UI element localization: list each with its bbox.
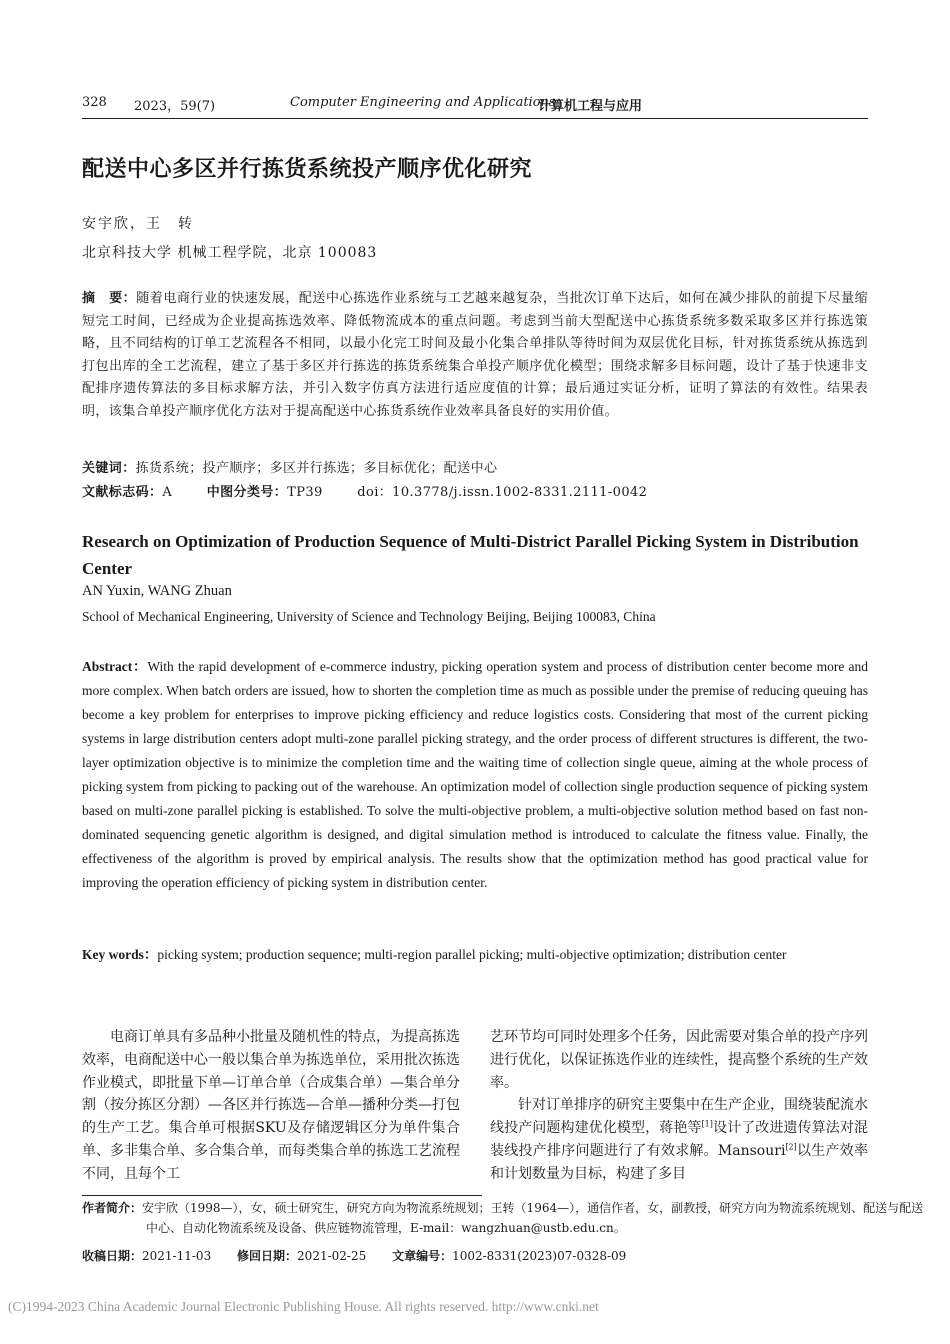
journal-volume: 2023，59(7) bbox=[134, 99, 216, 114]
header-divider bbox=[82, 118, 868, 119]
related-work-paragraph bbox=[490, 1094, 868, 1185]
classification-line bbox=[82, 482, 868, 505]
intro-paragraph-continued: 艺环节均可同时处理多个任务，因此需要对集合单的投产序列进行优化，以保证拣选作业的连续性，提高整个系统的生产效率。 bbox=[490, 1029, 868, 1091]
keywords-cn-label: 关键词： bbox=[82, 461, 136, 476]
article-number: 1002-8331(2023)07-0328-09 bbox=[452, 1249, 627, 1263]
running-header bbox=[82, 95, 872, 117]
page-number: 328 bbox=[82, 95, 107, 110]
copyright-watermark: (C)1994-2023 China Academic Journal Electronic Publishing House. All rights reserved. http://www.cnki.net bbox=[8, 1299, 599, 1314]
citation-ref-2[interactable]: [2] bbox=[785, 1142, 797, 1152]
affiliation-cn: 北京科技大学 机械工程学院，北京 100083 bbox=[82, 245, 378, 261]
abstract-en bbox=[82, 655, 868, 895]
paper-title-en: Research on Optimization of Production Sequence of Multi-District Parallel Picking System in Distribution Center bbox=[82, 532, 859, 578]
footnote-label: 作者简介： bbox=[82, 1201, 143, 1215]
related-work-text-c: 以生产效率和计划数量为目标，构建了多目 bbox=[490, 1142, 869, 1182]
body-column-left bbox=[82, 1026, 460, 1186]
keywords-en-text: picking system; production sequence; multi-region parallel picking; multi-objective optimization; distribution center bbox=[157, 947, 787, 962]
article-number-label: 文章编号： bbox=[392, 1249, 453, 1263]
related-work-text-b: 设计了改进遗传算法对混装线投产排序问题进行了有效求解。Mansouri bbox=[490, 1120, 869, 1159]
journal-name-cn: 计算机工程与应用 bbox=[538, 99, 643, 114]
clc-value: TP39 bbox=[287, 485, 323, 500]
intro-paragraph: 电商订单具有多品种小批量及随机性的特点，为提高拣选效率，电商配送中心一般以集合单为拣选单位，采用批次拣选作业模式，即批量下单—订单合单（合成集合单）—集合单分割（按分拣区分割）—各区并行拣选—合单—播种分类—打包的生产工艺。集合单可根据SKU及存储逻辑区分为单件集合单、多非集合单、多合集合单，而每类集合单的拣选工艺流程不同，且每个工 bbox=[82, 1029, 460, 1182]
footnote-divider bbox=[82, 1195, 482, 1196]
keywords-en-label: Key words： bbox=[82, 947, 158, 962]
keywords-en bbox=[82, 943, 868, 967]
doi-label: doi： bbox=[357, 485, 393, 500]
abstract-en-text: With the rapid development of e-commerce industry, picking operation system and process of distribution center become more and more complex. When batch orders are issued, how to shorten the completion time as much as possible under the premise of reducing queuing has become a key problem for enterprises to improve picking efficiency and reduce logistics costs. Considering that most of the current picking systems in large distribution centers adopt multi-zone parallel picking strategy, and the order process of different structures is different, the two-layer optimization objective is to minimize the completion time and the waiting time of collection single queue, aiming at the whole process of picking system from picking to packing out of the warehouse. An optimization model of collection single production sequence of picking system based on multi-zone parallel picking is established. To solve the multi-objective problem, a multi-objective solution method based on fast non-dominated sequencing genetic algorithm is designed, and digital simulation method is introduced to calculate the fitness value. Finally, the effectiveness of the algorithm is proved by empirical analysis. The results show that the optimization method has good practical value for improving the operation efficiency of picking system in distribution center. bbox=[82, 659, 868, 890]
abstract-cn bbox=[82, 288, 868, 424]
body-column-right bbox=[490, 1026, 868, 1186]
footnote-text: 安宇欣（1998—），女，硕士研究生，研究方向为物流系统规划；王转（1964—），通信作者，女，副教授，研究方向为物流系统规划、配送与配送中心、自动化物流系统及设备、供应链物流管理，E-mail：wangzhuan@ustb.edu.cn。 bbox=[142, 1201, 924, 1235]
abstract-cn-text: 随着电商行业的快速发展，配送中心拣选作业系统与工艺越来越复杂，当批次订单下达后，如何在减少排队的前提下尽量缩短完工时间，已经成为企业提高拣选效率、降低物流成本的重点问题。考虑到当前大型配送中心拣货系统多数采取多区并行拣选策略，且不同结构的订单工艺流程各不相同，以最小化完工时间及最小化集合单排队等待时间为双层优化目标，针对拣货系统从拣选到打包出库的全工艺流程，建立了基于多区并行拣选的拣货系统集合单投产顺序优化模型；围绕求解多目标问题，设计了基于快速非支配排序遗传算法的多目标求解方法，并引入数字仿真方法进行适应度值的计算；最后通过实证分析，证明了算法的有效性。结果表明，该集合单投产顺序优化方法对于提高配送中心拣货系统作业效率具备良好的实用价值。 bbox=[82, 291, 868, 419]
journal-name-en: Computer Engineering and Applications bbox=[290, 95, 556, 110]
revised-label: 修回日期： bbox=[237, 1249, 298, 1263]
publication-dates bbox=[82, 1247, 648, 1264]
received-label: 收稿日期： bbox=[82, 1249, 143, 1263]
abstract-cn-label: 摘 要： bbox=[82, 291, 137, 306]
keywords-cn-text: 拣货系统；投产顺序；多区并行拣选；多目标优化；配送中心 bbox=[135, 461, 498, 476]
clc-label: 中图分类号： bbox=[206, 485, 288, 500]
doc-code-value: A bbox=[162, 485, 173, 500]
related-work-text-a: 针对订单排序的研究主要集中在生产企业，围绕装配流水线投产问题构建优化模型，蒋艳等 bbox=[490, 1097, 868, 1137]
received-date: 2021-11-03 bbox=[142, 1249, 212, 1263]
author-footnote bbox=[82, 1198, 932, 1238]
keywords-cn bbox=[82, 458, 868, 481]
affiliation-en: School of Mechanical Engineering, University of Science and Technology Beijing, Beijing 100083, China bbox=[82, 609, 656, 624]
abstract-en-label: Abstract： bbox=[82, 659, 148, 674]
citation-ref-1[interactable]: [1] bbox=[701, 1119, 713, 1129]
revised-date: 2021-02-25 bbox=[297, 1249, 367, 1263]
authors-cn: 安宇欣，王 转 bbox=[82, 216, 194, 232]
doc-code-label: 文献标志码： bbox=[82, 485, 163, 500]
doi-value[interactable]: 10.3778/j.issn.1002-8331.2111-0042 bbox=[392, 485, 648, 500]
paper-title-cn: 配送中心多区并行拣货系统投产顺序优化研究 bbox=[82, 156, 533, 182]
authors-en: AN Yuxin, WANG Zhuan bbox=[82, 583, 232, 599]
